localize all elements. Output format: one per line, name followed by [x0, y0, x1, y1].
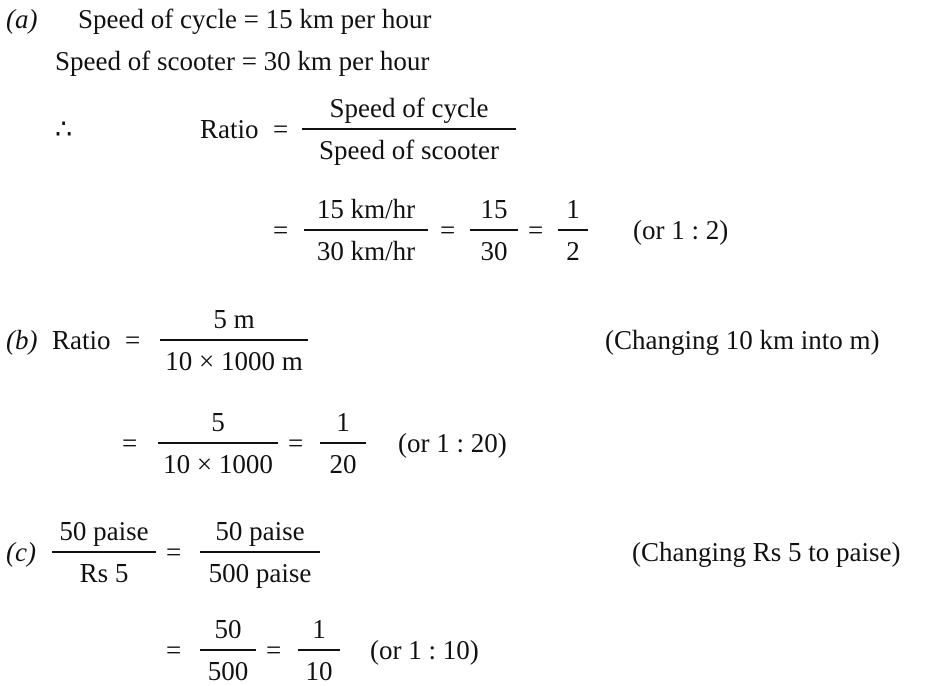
part-b-fraction-units — [160, 306, 308, 375]
fraction-denominator: 500 — [207, 656, 249, 686]
part-a-ratio-note: (or 1 : 2) — [633, 215, 729, 245]
part-c-ratio-note: (or 1 : 10) — [370, 635, 479, 665]
fraction-numerator: Speed of cycle — [329, 93, 489, 123]
part-c-equals-1: = — [166, 537, 182, 567]
part-a-fraction-simplified — [558, 196, 588, 265]
part-c-label: (c) — [6, 537, 36, 567]
part-c-fraction-simplified — [298, 616, 340, 685]
fraction-numerator: 50 — [214, 614, 242, 644]
part-b-fraction-numbers — [158, 409, 278, 478]
fraction-denominator: Speed of scooter — [319, 135, 499, 165]
part-b-equals-2: = — [122, 428, 138, 458]
part-c-fraction-original — [52, 518, 156, 587]
fraction-denominator: 30 km/hr — [316, 236, 416, 266]
fraction-numerator: 1 — [312, 614, 326, 644]
part-a-fraction-numbers — [470, 196, 518, 265]
fraction-numerator: 50 paise — [59, 516, 149, 546]
part-c-side-note: (Changing Rs 5 to paise) — [632, 537, 901, 567]
part-a-equals-1: = — [273, 114, 289, 144]
part-c-fraction-converted — [200, 518, 320, 587]
part-b-label: (b) — [6, 325, 38, 355]
fraction-denominator: 10 × 1000 m — [165, 346, 303, 376]
part-a-equals-4: = — [528, 215, 544, 245]
part-a-equals-2: = — [273, 215, 289, 245]
fraction-denominator: 2 — [566, 236, 580, 266]
fraction-numerator: 15 km/hr — [316, 194, 416, 224]
fraction-numerator: 50 paise — [215, 516, 305, 546]
fraction-denominator: Rs 5 — [79, 558, 129, 588]
fraction-denominator: 500 paise — [208, 558, 312, 588]
part-b-side-note: (Changing 10 km into m) — [605, 325, 880, 355]
fraction-denominator: 30 — [480, 236, 508, 266]
part-b-equals-1: = — [125, 325, 141, 355]
fraction-numerator: 5 m — [213, 304, 255, 334]
fraction-denominator: 20 — [329, 449, 357, 479]
part-a-equals-3: = — [440, 215, 456, 245]
fraction-numerator: 15 — [480, 194, 508, 224]
part-c-equals-2: = — [166, 635, 182, 665]
therefore-symbol: ∴ — [55, 114, 73, 144]
part-b-fraction-simplified — [320, 409, 366, 478]
part-c-equals-3: = — [266, 635, 282, 665]
part-c-fraction-numbers — [200, 616, 256, 685]
part-a-fraction-definition — [302, 95, 516, 164]
fraction-denominator: 10 × 1000 — [163, 449, 273, 479]
part-b-ratio-word: Ratio — [52, 325, 111, 355]
part-b-equals-3: = — [288, 428, 304, 458]
fraction-denominator: 10 — [305, 656, 333, 686]
part-a-line-1: Speed of cycle = 15 km per hour — [78, 4, 432, 34]
part-a-label: (a) — [6, 4, 38, 34]
fraction-numerator: 1 — [566, 194, 580, 224]
part-a-ratio-word: Ratio — [200, 114, 259, 144]
fraction-numerator: 5 — [211, 407, 225, 437]
part-a-fraction-units — [304, 196, 428, 265]
fraction-numerator: 1 — [336, 407, 350, 437]
part-a-line-2: Speed of scooter = 30 km per hour — [55, 46, 430, 76]
part-b-ratio-note: (or 1 : 20) — [398, 428, 507, 458]
